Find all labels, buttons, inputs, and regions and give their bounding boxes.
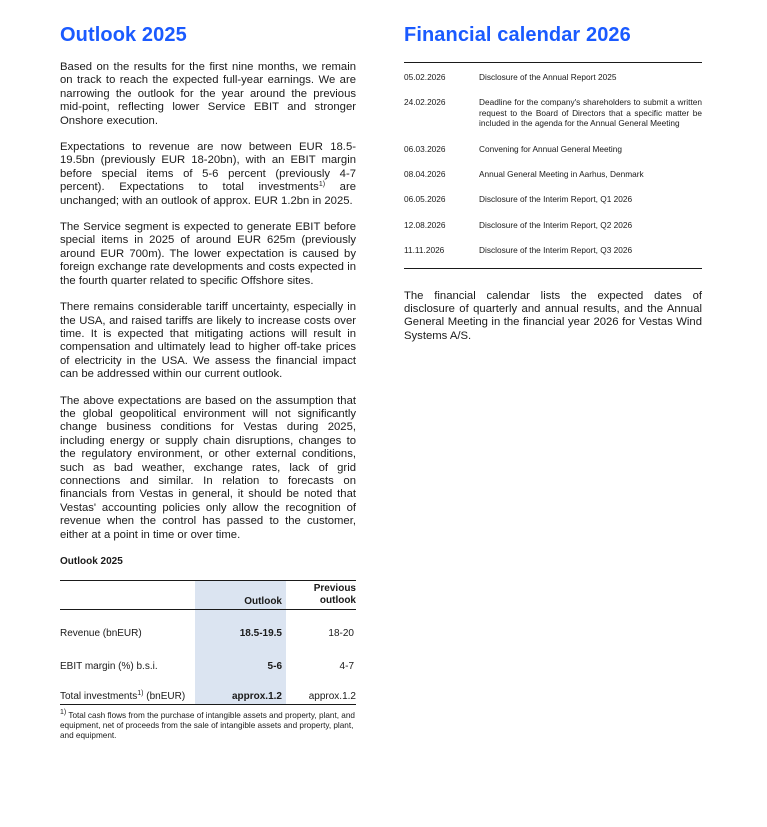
event-date: 11.11.2026 <box>404 245 445 256</box>
paragraph-text: Expectations to revenue are now between EUR 18.5-19.5bn (previously EUR 18-20bn), with an EBIT margin before special items of 5-6 percent (previously 4-7 percent). Expectations to total investments <box>60 141 356 194</box>
footnote-text: Total cash flows from the purchase of intangible assets and property, plant, and equipment, net of proceeds from the sale of intangible assets and property, plant, and equipment. <box>60 711 355 740</box>
calendar-event <box>404 194 702 204</box>
outlook-paragraph-3: The Service segment is expected to generate EBIT before special items in 2025 of around EUR 625m (previously around EUR 700m). The lower expectation is caused by foreign exchange rate developments and costs expected in the fourth quarter related to specific Offshore sites. <box>60 221 356 287</box>
event-description: Disclosure of the Interim Report, Q1 2026 <box>479 194 633 205</box>
row-outlook: 5-6 <box>267 661 282 672</box>
outlook-heading: Outlook 2025 <box>60 24 187 46</box>
row-outlook: 18.5-19.5 <box>239 628 282 639</box>
outlook-paragraph-1: Based on the results for the first nine months, we remain on track to reach the expected full-year earnings. We are narrowing the outlook for the year around the previous mid-point, reflecting lower Service EBIT and stronger Onshore execution. <box>60 61 356 127</box>
outlook-section <box>60 22 356 741</box>
event-date: 06.03.2026 <box>404 143 446 154</box>
row-label: EBIT margin (%) b.s.i. <box>60 661 158 672</box>
footnote-marker: 1) <box>60 709 67 716</box>
event-description: Disclosure of the Annual Report 2025 <box>479 72 617 82</box>
paragraph-text: are unchanged; with an outlook of approx. EUR 1.2bn in 2025. <box>60 181 356 207</box>
event-description: Disclosure of the Interim Report, Q3 2026 <box>479 245 633 256</box>
outlook-paragraph-5: The above expectations are based on the assumption that the global geopolitical environment will not significantly change business conditions for Vestas during 2025, including energy or supply chain disruptions, changes to the regulatory environment, or other external conditions, such as bad weather, exchange rates, lack of grid connections and similar. In relation to forecasts on financials from Vestas in general, it should be noted that Vestas' accounting policies only allow the recognition of revenue when the control has passed to the customer, either at a point in time or over time. <box>60 394 356 541</box>
row-label-unit: (bnEUR) <box>143 691 186 702</box>
event-date: 08.04.2026 <box>404 169 446 180</box>
table-row <box>60 610 356 642</box>
row-label <box>60 691 195 702</box>
footnote-ref: 1) <box>318 181 326 189</box>
calendar-event <box>404 144 702 154</box>
calendar-event <box>404 97 702 128</box>
outlook-paragraph-2 <box>60 141 356 208</box>
event-date: 24.02.2026 <box>404 97 446 108</box>
row-previous: approx.1.2 <box>308 691 356 702</box>
table-row <box>60 675 356 704</box>
event-date: 05.02.2026 <box>404 72 446 82</box>
event-date: 12.08.2026 <box>404 219 446 230</box>
header-outlook: Outlook <box>244 596 282 607</box>
table-header-row <box>60 581 356 610</box>
calendar-event <box>404 220 702 230</box>
footnote-ref: 1) <box>137 690 144 697</box>
event-date: 06.05.2026 <box>404 194 446 205</box>
row-previous: 18-20 <box>328 628 354 639</box>
event-description: Deadline for the company's shareholders to submit a written request to the Board of Directors that a specific matter be included in the agenda for the Annual General Meeting <box>479 97 702 129</box>
table-footnote <box>60 711 356 741</box>
calendar-event <box>404 72 702 82</box>
row-label: Revenue (bnEUR) <box>60 628 142 639</box>
outlook-table-title: Outlook 2025 <box>60 556 123 567</box>
table-row <box>60 642 356 675</box>
event-description: Annual General Meeting in Aarhus, Denmark <box>479 169 644 180</box>
outlook-table <box>60 580 356 705</box>
calendar-event <box>404 245 702 255</box>
calendar-note: The financial calendar lists the expected dates of disclosure of quarterly and annual results, and the Annual General Meeting in the financial year 2026 for Vestas Wind Systems A/S. <box>404 289 702 342</box>
calendar-list <box>404 62 702 269</box>
financial-calendar-section <box>404 22 702 356</box>
row-outlook: approx.1.2 <box>231 691 282 702</box>
calendar-heading: Financial calendar 2026 <box>404 24 631 46</box>
row-previous: 4-7 <box>339 661 354 672</box>
calendar-event <box>404 169 702 179</box>
event-description: Disclosure of the Interim Report, Q2 2026 <box>479 219 633 230</box>
header-previous-outlook: Previous outlook <box>313 583 356 606</box>
row-label-text: Total investments <box>60 691 138 702</box>
outlook-paragraph-4: There remains considerable tariff uncertainty, especially in the USA, and raised tariffs are likely to increase costs over time. It is expected that mitigating actions will result in compensation and ultimately lead to higher off-take prices of electricity in the USA. We assess the financial impact can be addressed within our current outlook. <box>60 301 356 381</box>
event-description: Convening for Annual General Meeting <box>479 143 622 154</box>
